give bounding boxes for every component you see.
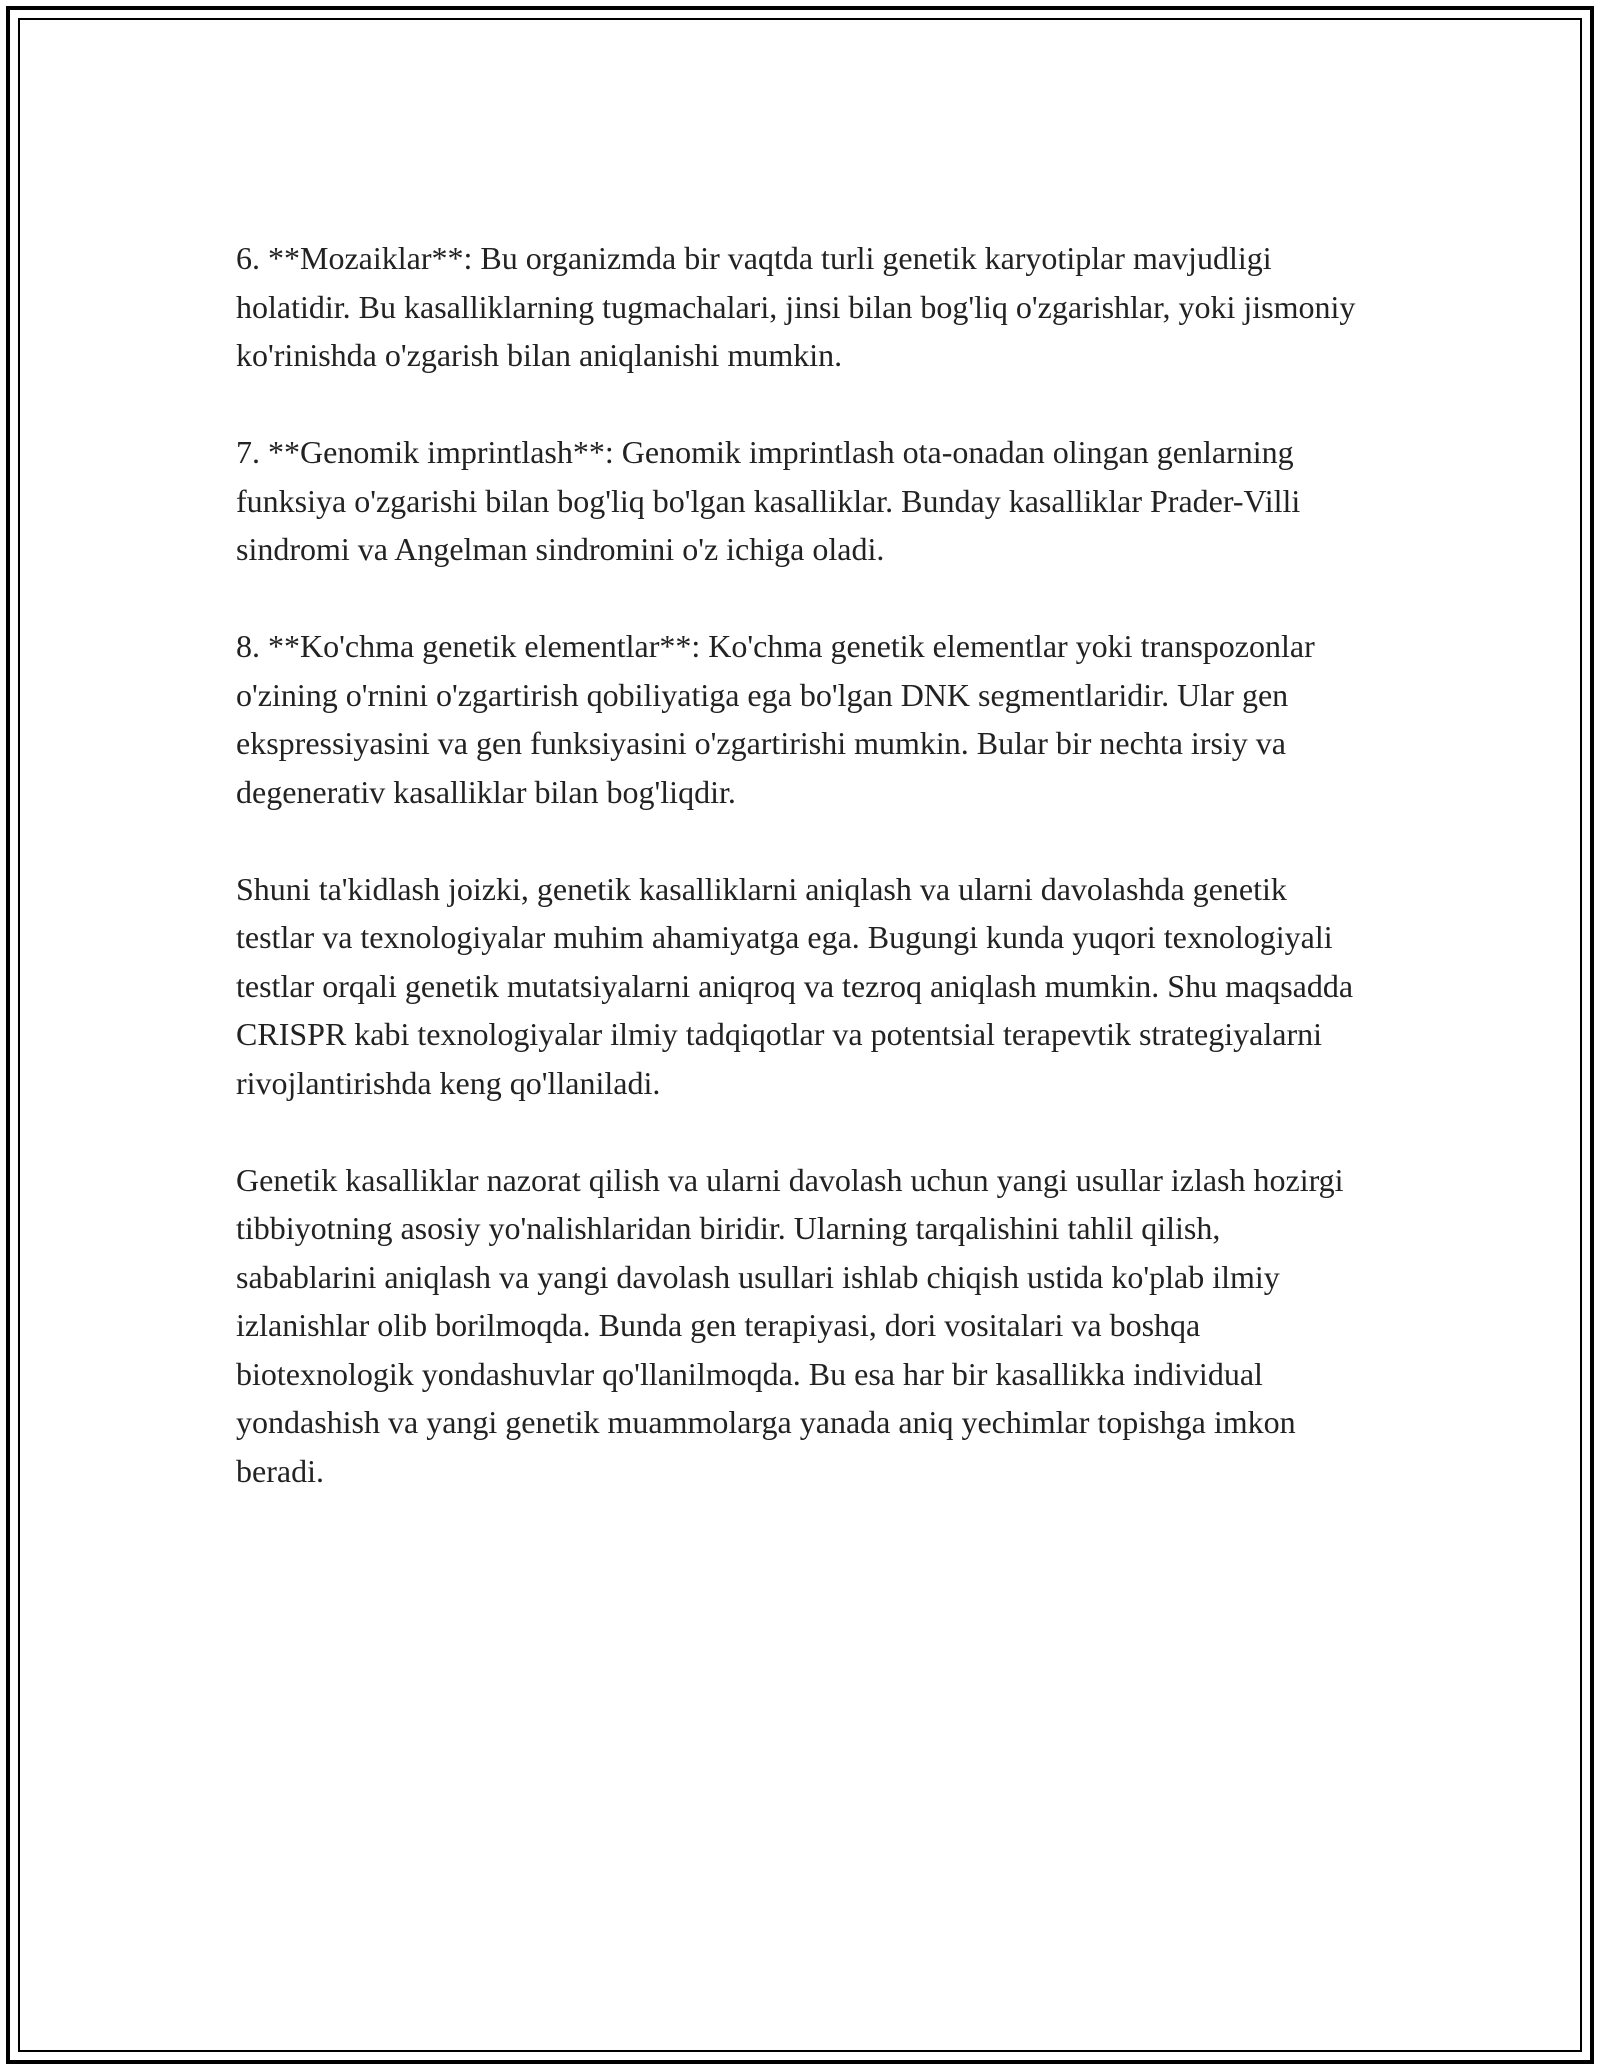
paragraph-kochma-genetik-elementlar: 8. **Ko'chma genetik elementlar**: Ko'chma genetik elementlar yoki transpozonlar o'zining o'rnini o'zgartirish qobiliyatiga ega bo'lgan DNK segmentlaridir. Ular gen ekspressiyasini va gen funksiyasini o'zgartirishi mumkin. Bular bir nechta irsiy va degenerativ kasalliklar bilan bog'liqdir. bbox=[236, 628, 1315, 810]
paragraph-genetik-testlar: Shuni ta'kidlash joizki, genetik kasalliklarni aniqlash va ularni davolashda genetik testlar va texnologiyalar muhim ahamiyatga ega. Bugungi kunda yuqori texnologiyali testlar orqali genetik mutatsiyalarni aniqroq va tezroq aniqlash mumkin. Shu maqsadda CRISPR kabi texnologiyalar ilmiy tadqiqotlar va potentsial terapevtik strategiyalarni rivojlantirishda keng qo'llaniladi. bbox=[236, 870, 1354, 1101]
paragraph-davolash-usullari: Genetik kasalliklar nazorat qilish va ularni davolash uchun yangi usullar izlash hozirgi tibbiyotning asosiy yo'nalishlaridan biridir. Ularning tarqalishini tahlil qilish, sabablarini aniqlash va yangi davolash usullari ishlab chiqish ustida ko'plab ilmiy izlanishlar olib borilmoqda. Bunda gen terapiyasi, dori vositalari va boshqa biotexnologik yondashuvlar qo'llanilmoqda. Bu esa har bir kasallikka individual yondashish va yangi genetik muammolarga yanada aniq yechimlar topishga imkon beradi. bbox=[236, 1161, 1344, 1489]
document-body bbox=[236, 234, 1356, 1544]
paragraph-mozaiklar: 6. **Mozaiklar**: Bu organizmda bir vaqtda turli genetik karyotiplar mavjudligi holatidir. Bu kasalliklarning tugmachalari, jinsi bilan bog'liq o'zgarishlar, yoki jismoniy ko'rinishda o'zgarish bilan aniqlanishi mumkin. bbox=[236, 240, 1356, 373]
paragraph-genomik-imprintlash: 7. **Genomik imprintlash**: Genomik imprintlash ota-onadan olingan genlarning funksiya o'zgarishi bilan bog'liq bo'lgan kasalliklar. Bunday kasalliklar Prader-Villi sindromi va Angelman sindromini o'z ichiga oladi. bbox=[236, 434, 1301, 567]
